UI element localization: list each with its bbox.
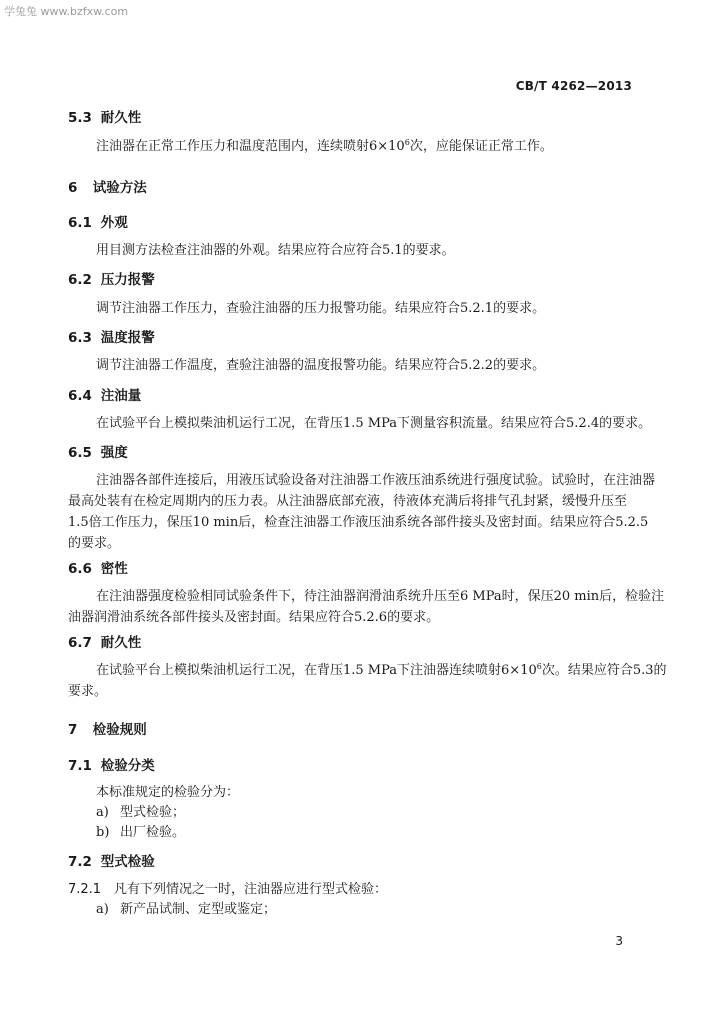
watermark: 学兔兔 www.bzfxw.com <box>4 5 129 18</box>
heading-6-7 <box>68 631 141 651</box>
paragraph-line <box>96 659 667 678</box>
section-number: 5.3 <box>68 110 92 126</box>
paragraph-6-1: 用目测方法检查注油器的外观。结果应符合应符合5.1的要求。 <box>96 243 455 258</box>
list-intro: 本标准规定的检验分为： <box>96 785 240 800</box>
list-text: 出厂检验。 <box>120 825 186 840</box>
list-text: 型式检验； <box>120 805 186 820</box>
heading-6-2 <box>68 268 155 288</box>
section-title: 外观 <box>100 215 128 231</box>
heading-6-3 <box>68 326 155 346</box>
paragraph-line: 最高处装有在检定周期内的压力表。从注油器底部充液，待液体充满后将排气孔封紧，缓慢升压至 <box>68 494 628 509</box>
section-title: 压力报警 <box>100 272 155 288</box>
heading-7-1 <box>68 754 155 774</box>
heading-5-3 <box>68 106 141 126</box>
section-title: 型式检验 <box>100 854 155 870</box>
section-number: 6.5 <box>68 445 92 461</box>
list-item <box>96 801 185 820</box>
heading-6 <box>68 176 147 196</box>
section-title: 密性 <box>100 561 128 577</box>
section-number: 6.7 <box>68 635 92 651</box>
exponent: 6 <box>404 138 410 147</box>
list-label: b) <box>96 825 110 840</box>
paragraph-line: 在注油器强度检验相同试验条件下，待注油器润滑油系统升压至6 MPa时，保压20 min后，检验注 <box>96 589 665 604</box>
paragraph-6-2: 调节注油器工作压力，查验注油器的压力报警功能。结果应符合5.2.1的要求。 <box>96 301 546 316</box>
section-number: 6.3 <box>68 330 92 346</box>
heading-7 <box>68 718 147 738</box>
text: 次，应能保证正常工作。 <box>409 139 553 154</box>
section-title: 注油量 <box>100 388 142 404</box>
paragraph-line: 油器润滑油系统各部件接头及密封面。结果应符合5.2.6的要求。 <box>68 610 440 625</box>
text: 在试验平台上模拟柴油机运行工况，在背压1.5 MPa下注油器连续喷射6×10 <box>96 663 537 678</box>
section-number: 6.2 <box>68 272 92 288</box>
page-number: 3 <box>615 934 623 948</box>
exponent: 6 <box>536 662 542 671</box>
paragraph-5-3 <box>96 135 553 154</box>
list-label: a) <box>96 805 109 820</box>
section-number: 6.4 <box>68 388 92 404</box>
paragraph-6-4: 在试验平台上模拟柴油机运行工况，在背压1.5 MPa下测量容积流量。结果应符合5.2.4的要求。 <box>96 416 652 431</box>
text: 次。结果应符合5.3的 <box>541 663 667 678</box>
heading-7-2 <box>68 850 155 870</box>
paragraph-line: 注油器各部件连接后，用液压试验设备对注油器工作液压油系统进行强度试验。试验时，在注油器 <box>96 473 656 488</box>
paragraph-line: 1.5倍工作压力，保压10 min后，检查注油器工作液压油系统各部件接头及密封面。结果应符合5.2.5 <box>68 515 649 530</box>
clause-number: 7.2.1 <box>68 882 102 897</box>
heading-6-1 <box>68 211 128 231</box>
heading-6-4 <box>68 384 141 404</box>
paragraph-line: 的要求。 <box>68 536 121 551</box>
clause-text: 凡有下列情况之一时，注油器应进行型式检验： <box>114 882 388 897</box>
text: 注油器在正常工作压力和温度范围内，连续喷射6×10 <box>96 139 405 154</box>
section-title: 强度 <box>100 445 128 461</box>
standard-code: CB/T 4262—2013 <box>515 79 632 93</box>
section-number: 6.1 <box>68 215 92 231</box>
section-title: 温度报警 <box>100 330 155 346</box>
list-item <box>96 821 185 840</box>
paragraph-line: 要求。 <box>68 684 108 699</box>
section-number: 7.1 <box>68 758 92 774</box>
heading-6-5 <box>68 441 128 461</box>
list-label: a) <box>96 902 109 917</box>
section-title: 检验规则 <box>92 722 147 738</box>
section-title: 耐久性 <box>100 110 142 126</box>
section-title: 耐久性 <box>100 635 142 651</box>
section-number: 6.6 <box>68 561 92 577</box>
section-number: 7.2 <box>68 854 92 870</box>
list-text: 新产品试制、定型或鉴定； <box>120 902 277 917</box>
section-number: 7 <box>68 722 78 738</box>
section-title: 试验方法 <box>92 180 147 196</box>
clause-7-2-1 <box>68 878 387 897</box>
heading-6-6 <box>68 557 128 577</box>
list-item <box>96 898 276 917</box>
paragraph-6-3: 调节注油器工作温度，查验注油器的温度报警功能。结果应符合5.2.2的要求。 <box>96 358 546 373</box>
section-title: 检验分类 <box>100 758 155 774</box>
section-number: 6 <box>68 180 78 196</box>
